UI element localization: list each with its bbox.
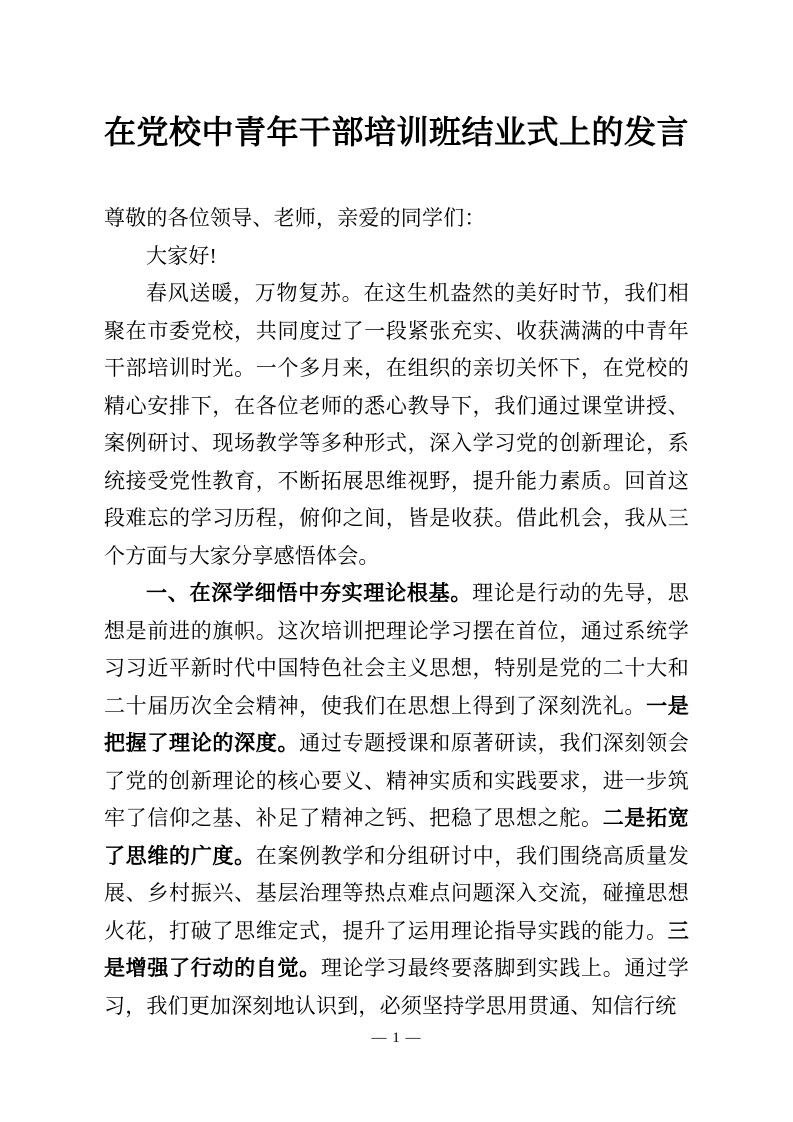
- point-1-text-run: 通过专题授课和原著研读，我们深刻领会了党的创新理论的核心要义、精神实质和实践要求，进一步筑牢了信仰之基、补足了精神之钙、把稳了思想之舵。: [104, 731, 689, 830]
- section-1-text-run: 理论是行动的先导，思想是前进的旗帜。这次培训把理论学习摆在首位，通过系统学习习近平新时代中国特色社会主义思想，特别是党的二十大和二十届历次全会精神，使我们在思想上得到了深刻洗礼。: [104, 581, 689, 718]
- intro-paragraph: 春风送暖，万物复苏。在这生机盎然的美好时节，我们相聚在市委党校，共同度过了一段紧张充实、收获满满的中青年干部培训时光。一个多月来，在组织的亲切关怀下，在党校的精心安排下，在各位老师的悉心教导下，我们通过课堂讲授、案例研讨、现场教学等多种形式，深入学习党的创新理论，系统接受党性教育，不断拓展思维视野，提升能力素质。回首这段难忘的学习历程，俯仰之间，皆是收获。借此机会，我从三个方面与大家分享感悟体会。: [104, 281, 689, 568]
- point-3-text-run: 理论学习最终要落脚到实践上。通过学习，我们更加深刻地认识到，必须坚持学思用贯通、知信行统: [104, 956, 689, 1018]
- document-body: [104, 200, 689, 1025]
- greeting: 大家好!: [146, 243, 217, 268]
- page-number: — 1 —: [371, 1030, 422, 1046]
- document-title: 在党校中青年干部培训班结业式上的发言: [103, 114, 689, 150]
- section-1-paragraph: [104, 575, 689, 1025]
- point-2-text-run: 在案例教学和分组研讨中，我们围绕高质量发展、乡村振兴、基层治理等热点难点问题深入交流，碰撞思想火花，打破了思维定式，提升了运用理论指导实践的能力。: [104, 843, 689, 943]
- point-1-heading: 一是把握了理论的深度。: [104, 693, 689, 755]
- salutation: 尊敬的各位领导、老师，亲爱的同学们：: [104, 206, 486, 230]
- section-1-heading: 一、在深学细悟中夯实理论根基。: [146, 581, 473, 605]
- point-2-heading: 二是拓宽了思维的广度。: [104, 806, 689, 868]
- point-3-heading: 三是增强了行动的自觉。: [104, 918, 689, 980]
